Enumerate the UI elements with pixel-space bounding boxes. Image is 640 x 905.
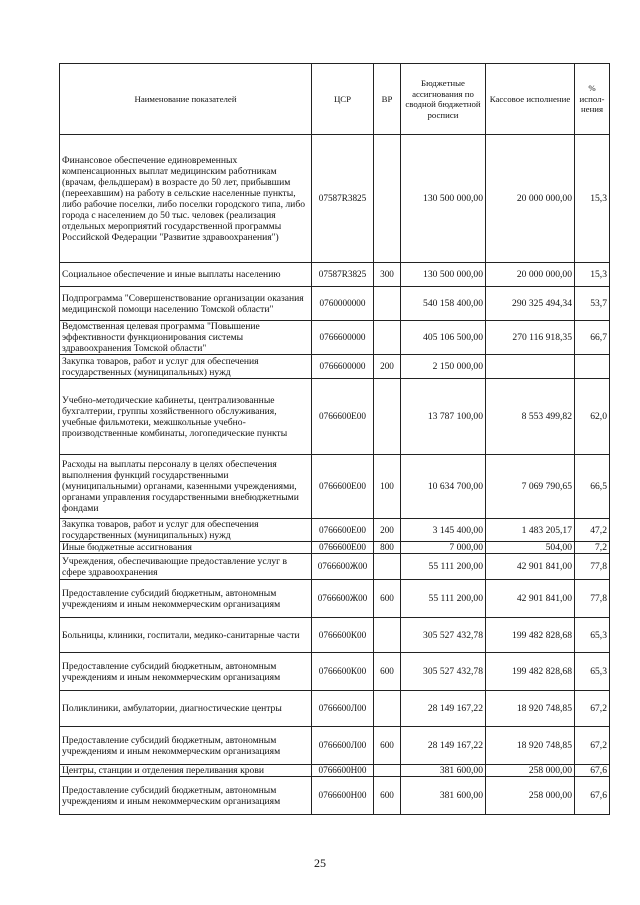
row-assignation: 7 000,00 [401,542,486,554]
row-assignation: 405 106 500,00 [401,321,486,355]
row-cash-execution: 18 920 748,85 [486,691,575,727]
row-vr: 600 [374,727,401,765]
row-vr: 200 [374,355,401,379]
row-percent: 47,2 [575,519,610,542]
table-row [60,554,610,580]
row-assignation: 2 150 000,00 [401,355,486,379]
row-name: Предоставление субсидий бюджетным, автономным учреждениям и иным некоммерческим организациям [60,727,312,765]
row-cash-execution: 290 325 494,34 [486,287,575,321]
row-vr: 100 [374,455,401,519]
table-row [60,379,610,455]
row-name: Предоставление субсидий бюджетным, автономным учреждениям и иным некоммерческим организациям [60,580,312,618]
table-row [60,542,610,554]
row-assignation: 305 527 432,78 [401,618,486,653]
row-name: Иные бюджетные ассигнования [60,542,312,554]
budget-execution-table [59,63,610,815]
row-assignation: 381 600,00 [401,777,486,815]
row-cash-execution: 199 482 828,68 [486,618,575,653]
row-percent: 66,5 [575,455,610,519]
row-name: Закупка товаров, работ и услуг для обеспечения государственных (муниципальных) нужд [60,519,312,542]
row-percent: 67,6 [575,777,610,815]
row-cash-execution: 199 482 828,68 [486,653,575,691]
table-row [60,727,610,765]
row-csr: 0766600Л00 [312,727,374,765]
row-vr [374,321,401,355]
row-percent: 65,3 [575,653,610,691]
row-cash-execution [486,355,575,379]
header-csr: ЦСР [312,64,374,135]
header-percent: % испол-нения [575,64,610,135]
row-assignation: 381 600,00 [401,765,486,777]
row-vr: 600 [374,580,401,618]
row-vr [374,554,401,580]
row-percent: 77,8 [575,554,610,580]
row-percent: 77,8 [575,580,610,618]
row-vr [374,618,401,653]
row-csr: 0766600000 [312,355,374,379]
row-assignation: 28 149 167,22 [401,727,486,765]
row-assignation: 55 111 200,00 [401,580,486,618]
table-row [60,135,610,263]
row-percent: 15,3 [575,263,610,287]
row-csr: 0766600Ж00 [312,580,374,618]
row-cash-execution: 42 901 841,00 [486,554,575,580]
row-vr: 800 [374,542,401,554]
row-cash-execution: 270 116 918,35 [486,321,575,355]
row-assignation: 305 527 432,78 [401,653,486,691]
row-assignation: 55 111 200,00 [401,554,486,580]
row-name: Предоставление субсидий бюджетным, автономным учреждениям и иным некоммерческим организациям [60,777,312,815]
row-csr: 0766600Е00 [312,379,374,455]
row-csr: 0766600Н00 [312,765,374,777]
row-vr: 300 [374,263,401,287]
row-csr: 0760000000 [312,287,374,321]
row-vr: 600 [374,777,401,815]
page-number: 25 [314,856,326,870]
row-percent: 15,3 [575,135,610,263]
header-assignations: Бюджетные ассигнования по сводной бюджетной росписи [401,64,486,135]
row-percent: 62,0 [575,379,610,455]
header-vr: ВР [374,64,401,135]
row-vr: 200 [374,519,401,542]
row-cash-execution: 18 920 748,85 [486,727,575,765]
row-name: Подпрограмма "Совершенствование организации оказания медицинской помощи населению Томской области" [60,287,312,321]
row-cash-execution: 20 000 000,00 [486,135,575,263]
row-csr: 0766600Ж00 [312,554,374,580]
row-assignation: 28 149 167,22 [401,691,486,727]
row-cash-execution: 258 000,00 [486,777,575,815]
row-percent [575,355,610,379]
row-cash-execution: 20 000 000,00 [486,263,575,287]
row-assignation: 10 634 700,00 [401,455,486,519]
row-name: Предоставление субсидий бюджетным, автономным учреждениям и иным некоммерческим организациям [60,653,312,691]
table-row [60,653,610,691]
row-csr: 0766600К00 [312,618,374,653]
row-vr [374,691,401,727]
table-row [60,691,610,727]
table-row [60,765,610,777]
row-csr: 0766600Е00 [312,542,374,554]
row-csr: 0766600К00 [312,653,374,691]
table-row [60,455,610,519]
row-csr: 07587R3825 [312,263,374,287]
row-percent: 7,2 [575,542,610,554]
row-name: Больницы, клиники, госпитали, медико-санитарные части [60,618,312,653]
row-assignation: 13 787 100,00 [401,379,486,455]
row-csr: 0766600Н00 [312,777,374,815]
row-cash-execution: 42 901 841,00 [486,580,575,618]
row-vr: 600 [374,653,401,691]
header-cash-execution: Кассовое исполнение [486,64,575,135]
row-percent: 67,6 [575,765,610,777]
row-vr [374,765,401,777]
table-row [60,263,610,287]
table-row [60,580,610,618]
row-name: Учреждения, обеспечивающие предоставление услуг в сфере здравоохранения [60,554,312,580]
row-percent: 65,3 [575,618,610,653]
row-assignation: 3 145 400,00 [401,519,486,542]
row-percent: 67,2 [575,691,610,727]
row-name: Ведомственная целевая программа "Повышение эффективности функционирования системы здравоохранения Томской области" [60,321,312,355]
row-csr: 0766600Е00 [312,519,374,542]
row-name: Финансовое обеспечение единовременных компенсационных выплат медицинским работникам (врачам, фельдшерам) в возрасте до 50 лет, прибывшим (переехавшим) на работу в сельские населенные пункты, либо рабочие поселки, либо поселки городского типа, либо города с населением до 50 тыс. человек (реализация отдельных мероприятий государственной программы Российской Федерации "Развитие здравоохранения") [60,135,312,263]
row-name: Центры, станции и отделения переливания крови [60,765,312,777]
row-percent: 67,2 [575,727,610,765]
row-name: Учебно-методические кабинеты, централизованные бухгалтерии, группы хозяйственного обслуживания, учебные фильмотеки, межшкольные учебно-производственные комбинаты, логопедические пункты [60,379,312,455]
table-row [60,777,610,815]
row-percent: 66,7 [575,321,610,355]
row-name: Социальное обеспечение и иные выплаты населению [60,263,312,287]
row-name: Поликлиники, амбулатории, диагностические центры [60,691,312,727]
row-cash-execution: 504,00 [486,542,575,554]
row-vr [374,379,401,455]
row-cash-execution: 7 069 790,65 [486,455,575,519]
table-row [60,519,610,542]
row-assignation: 130 500 000,00 [401,263,486,287]
row-cash-execution: 1 483 205,17 [486,519,575,542]
row-percent: 53,7 [575,287,610,321]
table-row [60,321,610,355]
table-row [60,618,610,653]
row-name: Расходы на выплаты персоналу в целях обеспечения выполнения функций государственными (муниципальными) органами, казенными учреждениями, органами управления государственными внебюджетными фондами [60,455,312,519]
row-cash-execution: 8 553 499,82 [486,379,575,455]
row-csr: 0766600Е00 [312,455,374,519]
row-csr: 0766600000 [312,321,374,355]
table-row [60,355,610,379]
header-name: Наименование показателей [60,64,312,135]
row-assignation: 130 500 000,00 [401,135,486,263]
row-assignation: 540 158 400,00 [401,287,486,321]
row-csr: 07587R3825 [312,135,374,263]
row-vr [374,287,401,321]
table-header-row [60,64,610,135]
row-name: Закупка товаров, работ и услуг для обеспечения государственных (муниципальных) нужд [60,355,312,379]
row-vr [374,135,401,263]
row-cash-execution: 258 000,00 [486,765,575,777]
row-csr: 0766600Л00 [312,691,374,727]
table-row [60,287,610,321]
